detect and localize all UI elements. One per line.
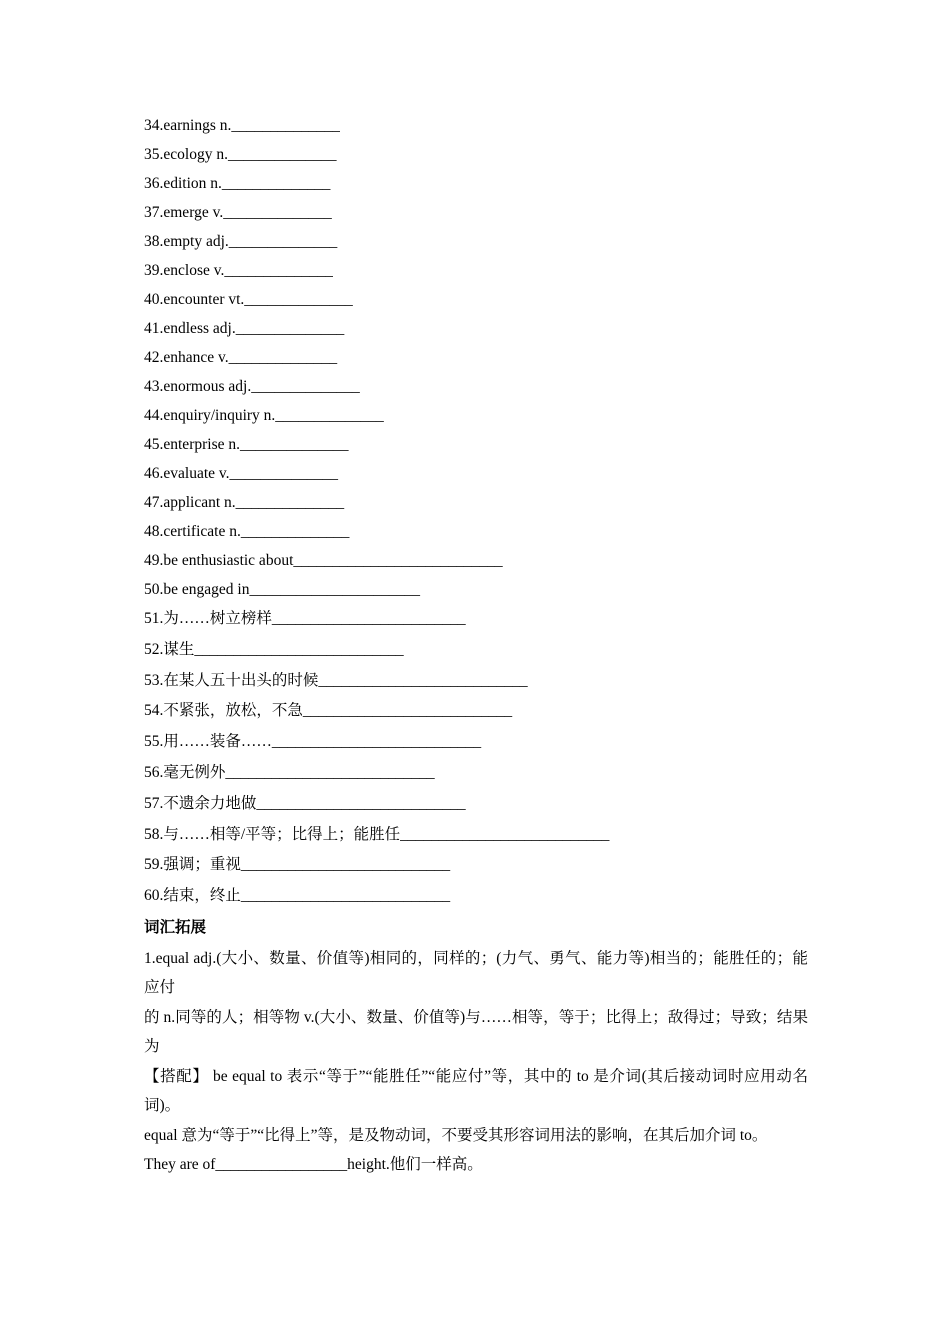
phrase-item-52: 52.谋生___________________________ [144, 640, 404, 658]
phrase-item-54: 54.不紧张，放松，不急___________________________ [144, 702, 513, 720]
vocab-item-46: 46.evaluate v.______________ [144, 465, 338, 482]
vocab-item-41: 41.endless adj.______________ [144, 320, 345, 337]
vocab-item-37: 37.emerge v.______________ [144, 204, 332, 221]
phrase-item-55: 55.用……装备……___________________________ [144, 733, 482, 751]
phrase-item-60: 60.结束，终止___________________________ [144, 887, 451, 905]
vocab-item-44: 44.enquiry/inquiry n.______________ [144, 407, 384, 424]
phrase-item-59: 59.强调；重视___________________________ [144, 856, 451, 874]
paragraph-collocation-note: 【搭配】 be equal to 表示“等于”“能胜任”“能应付”等，其中的 to 是介词(其后接动词时应用动名词)。 [144, 1067, 808, 1115]
phrase-item-58: 58.与……相等/平等；比得上；能胜任___________________________ [144, 825, 610, 843]
vocab-expansion [144, 944, 808, 1180]
phrase-list [144, 606, 808, 914]
vocab-item-34: 34.earnings n.______________ [144, 117, 340, 134]
vocab-item-42: 42.enhance v.______________ [144, 349, 338, 366]
section-title: 词汇拓展 [144, 918, 207, 936]
paragraph-equal-definition-2: 的 n.同等的人；相等物 v.(大小、数量、价值等)与……相等，等于；比得上；敌得过；导致；结果为 [144, 1008, 808, 1056]
paragraph-usage-note: equal 意为“等于”“比得上”等，是及物动词，不要受其形容词用法的影响，在其后加介词 to。 [144, 1126, 768, 1144]
vocab-list [144, 113, 808, 606]
vocab-item-48: 48.certificate n.______________ [144, 523, 350, 540]
vocab-item-45: 45.enterprise n.______________ [144, 436, 349, 453]
paragraph-equal-definition-1: 1.equal adj.(大小、数量、价值等)相同的，同样的；(力气、勇气、能力等)相当的；能胜任的；能应付 [144, 949, 808, 997]
vocab-item-38: 38.empty adj.______________ [144, 233, 338, 250]
vocab-item-49: 49.be enthusiastic about___________________________ [144, 552, 503, 569]
vocab-item-40: 40.encounter vt.______________ [144, 291, 353, 308]
vocab-item-36: 36.edition n.______________ [144, 175, 331, 192]
phrase-item-51: 51.为……树立榜样_________________________ [144, 610, 466, 627]
phrase-item-53: 53.在某人五十出头的时候___________________________ [144, 671, 528, 689]
vocab-item-50: 50.be engaged in______________________ [144, 581, 420, 598]
paragraph-example-sentence: They are of_________________height.他们一样高。 [144, 1156, 483, 1174]
vocab-item-43: 43.enormous adj.______________ [144, 378, 360, 395]
vocab-item-39: 39.enclose v.______________ [144, 262, 333, 279]
phrase-item-56: 56.毫无例外___________________________ [144, 763, 435, 781]
document-page [144, 113, 808, 1180]
vocab-item-47: 47.applicant n.______________ [144, 494, 345, 511]
vocab-item-35: 35.ecology n.______________ [144, 146, 337, 163]
phrase-item-57: 57.不遗余力地做___________________________ [144, 794, 466, 812]
